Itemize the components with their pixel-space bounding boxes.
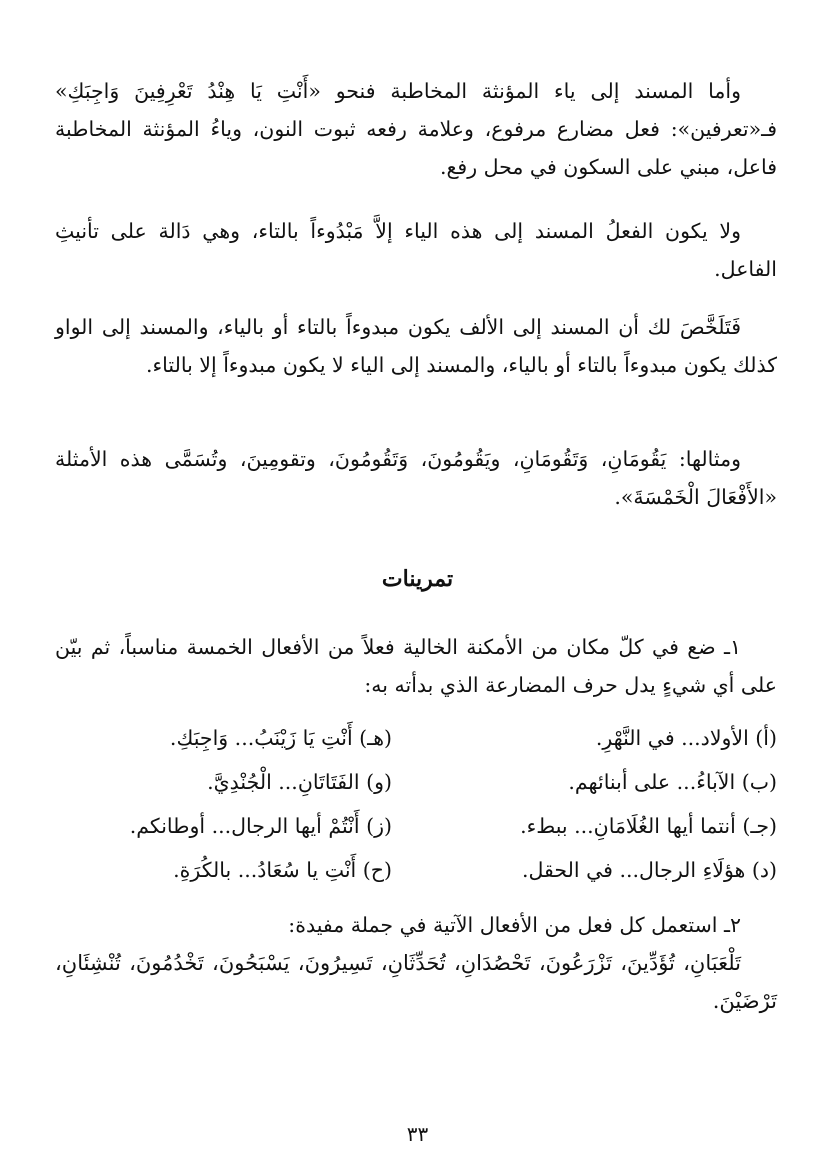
section-title: تمرينات	[381, 566, 454, 592]
exercise-row	[55, 716, 777, 760]
exercise-2	[55, 906, 777, 1020]
paragraph-text: ولا يكون الفعلُ المسند إلى هذه الياء إلاَّ مَبْدُوءاً بالتاء، وهي دَالة على تأنيثِ الفاعل.	[55, 219, 777, 281]
exercise-item: (ب) الآباءُ... على أبنائهم.	[568, 770, 777, 794]
exercise-item: (ز) أَنْتُمْ أيها الرجال... أوطانكم.	[129, 814, 392, 838]
exercise-item: (و) الفَتَاتَانِ... الْجُنْدِيَّ.	[207, 770, 392, 794]
paragraph-text: وأما المسند إلى ياء المؤنثة المخاطبة فنحو «أَنْتِ يَا هِنْدُ تَعْرِفِينَ وَاجِبَكِ» فـ«تعرفين»: فعل مضارع مرفوع، وعلامة رفعه ثبوت النون، وياءُ المؤنثة المخاطبة فاعل، مبني على السكون في محل رفع.	[55, 79, 777, 179]
exercise-item: (د) هؤلَاءِ الرجال... في الحقل.	[521, 858, 777, 882]
exercise-item: (جـ) أنتما أيها الغُلَامَانِ... ببطء.	[520, 814, 777, 838]
exercise-1-intro	[55, 628, 777, 704]
exercise-item: (ح) أَنْتِ يا سُعَادُ... بالكُرَةِ.	[173, 858, 392, 882]
exercise-row	[55, 848, 777, 892]
exercise-2-verbs: تَلْعَبَانِ، تُؤَدِّينَ، تَزْرَعُونَ، تَحْصُدَانِ، تُحَدِّثَانِ، تَسِيرُونَ، يَسْبَحُونَ، تَخْدُمُونَ، تُنْشِئَانِ، تَرْضَيْنَ.	[55, 951, 777, 1013]
paragraph-feminine-ya	[55, 72, 777, 186]
exercise-1-grid	[55, 716, 777, 892]
page-number: ٣٣	[406, 1122, 429, 1146]
paragraph-ya-rule	[55, 212, 777, 288]
paragraph-examples	[55, 440, 777, 516]
paragraph-text: فَتَلَخَّصَ لك أن المسند إلى الألف يكون مبدوءاً بالتاء أو بالياء، والمسند إلى الواو كذلك يكون مبدوءاً بالتاء أو بالياء، والمسند إلى الياء لا يكون مبدوءاً إلا بالتاء.	[55, 315, 777, 377]
exercise-2-intro: ٢ـ استعمل كل فعل من الأفعال الآتية في جملة مفيدة:	[288, 913, 741, 937]
exercise-row	[55, 760, 777, 804]
exercise-row	[55, 804, 777, 848]
paragraph-summary	[55, 308, 777, 384]
exercise-1-intro-text: ١ـ ضع في كلّ مكان من الأمكنة الخالية فعلاً من الأفعال الخمسة مناسباً، ثم بيّن على أي شيءٍ يدل حرف المضارعة الذي بدأته به:	[55, 635, 777, 697]
exercise-item: (هـ) أَنْتِ يَا زَيْنَبُ... وَاجِبَكِ.	[169, 726, 392, 750]
exercise-item: (أ) الأولاد... في النَّهْرِ.	[595, 726, 777, 750]
paragraph-text: ومثالها: يَقُومَانِ، وَتَقُومَانِ، ويَقُومُونَ، وَتَقُومُونَ، وتقومِينَ، وتُسَمَّى هذه الأمثلة «الأَفْعَالَ الْخَمْسَةَ».	[55, 447, 777, 509]
